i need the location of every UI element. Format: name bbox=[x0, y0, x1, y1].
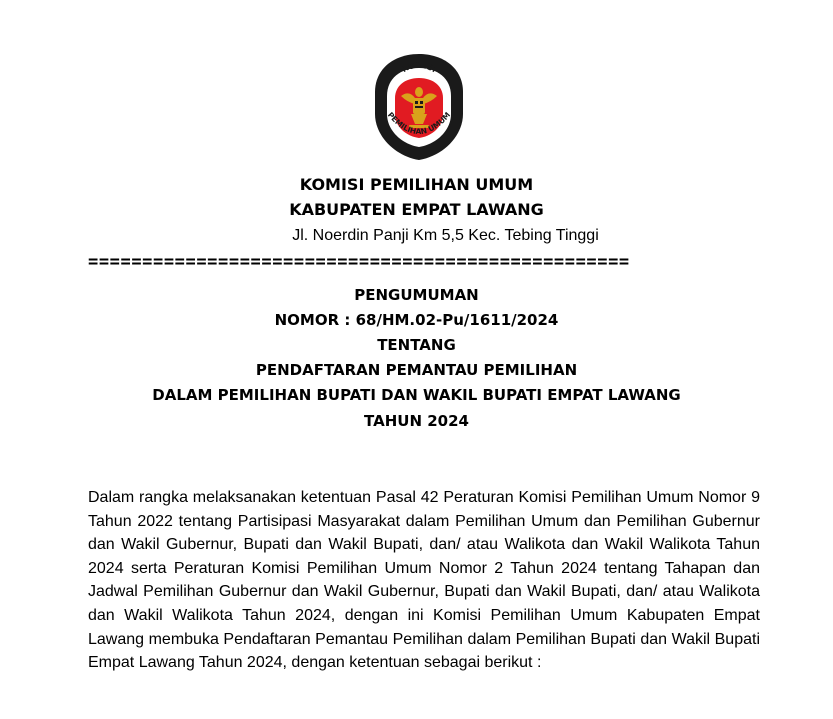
header-separator: ================================================== bbox=[88, 252, 630, 272]
announcement-number: NOMOR : 68/HM.02-Pu/1611/2024 bbox=[274, 311, 559, 329]
logo-arc-text-top: KOMISI bbox=[400, 60, 438, 75]
body-paragraph: Dalam rangka melaksanakan ketentuan Pasal 42 Peraturan Komisi Pemilihan Umum Nomor 9 Tahun 2022 tentang Partisipasi Masyarakat dalam Pemilihan Umum dan Pemilihan Gubernur dan Wakil Gubernur, Bupati dan Wakil Bupati, dan/ atau Walikota dan Wakil Walikota Tahun 2024 serta Peraturan Komisi Pemilihan Umum Nomor 2 Tahun 2024 tentang Tahapan dan Jadwal Pemilihan Gubernur dan Wakil Gubernur, Bupati dan Wakil Bupati, dan/ atau Walikota dan Wakil Walikota Tahun 2024, dengan ini Komisi Pemilihan Umum Kabupaten Empat Lawang membuka Pendaftaran Pemantau Pemilihan dalam Pemilihan Bupati dan Wakil Bupati Empat Lawang Tahun 2024, dengan ketentuan sebagai berikut : bbox=[88, 489, 760, 672]
announcement-subject-line-1: PENDAFTARAN PEMANTAU PEMILIHAN bbox=[255, 361, 578, 379]
announcement-label: PENGUMUMAN bbox=[354, 286, 479, 304]
announcement-subject-line-3: TAHUN 2024 bbox=[364, 412, 469, 430]
kpu-logo-icon bbox=[373, 52, 465, 162]
announcement-about: TENTANG bbox=[377, 336, 456, 354]
announcement-subject-line-2: DALAM PEMILIHAN BUPATI DAN WAKIL BUPATI EMPAT LAWANG bbox=[152, 386, 681, 404]
institution-address: Jl. Noerdin Panji Km 5,5 Kec. Tebing Tinggi bbox=[292, 227, 599, 244]
institution-name: KOMISI PEMILIHAN UMUM bbox=[299, 175, 534, 194]
logo-arc-text-bottom: PEMILIHAN UMUM bbox=[385, 110, 453, 137]
regency-name: KABUPATEN EMPAT LAWANG bbox=[289, 200, 544, 219]
